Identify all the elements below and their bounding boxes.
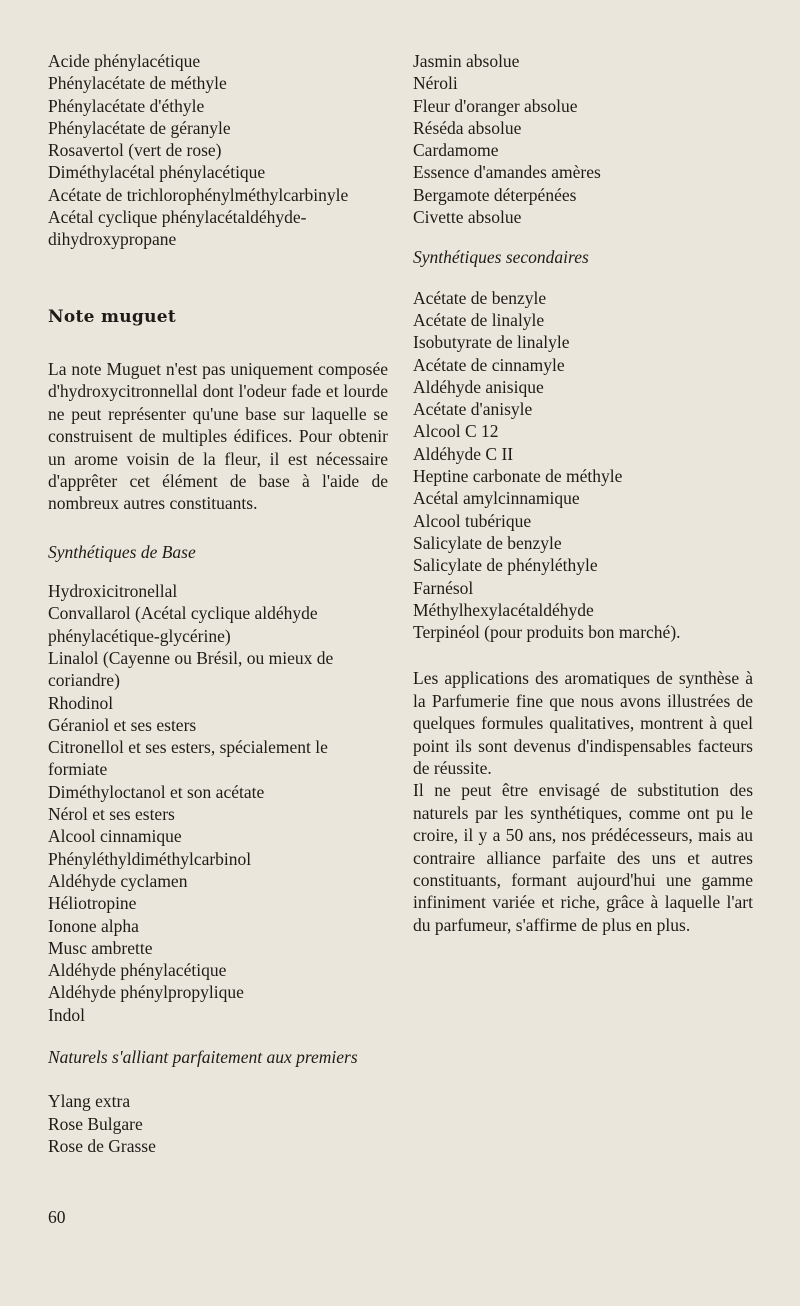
list-item: Nérol et ses esters: [48, 804, 175, 825]
list-item: Indol: [48, 1004, 85, 1025]
list-item: Phényléthyldiméthylcarbinol: [48, 848, 252, 869]
list-item: Ionone alpha: [48, 915, 139, 936]
list-item: Diméthyloctanol et son acétate: [48, 781, 265, 802]
list-item: phénylacétique-glycérine): [48, 625, 231, 646]
naturels-list-left: [48, 1090, 388, 1157]
list-item: Phénylacétate d'éthyle: [48, 95, 205, 116]
list-item: formiate: [48, 759, 108, 780]
list-item: Acétate d'anisyle: [413, 399, 533, 420]
list-item: Diméthylacétal phénylacétique: [48, 162, 266, 183]
list-item: Rose Bulgare: [48, 1113, 143, 1134]
list-item: Essence d'amandes amères: [413, 162, 601, 183]
list-item: Acétate de cinnamyle: [413, 354, 565, 375]
note-muguet-paragraph: La note Muguet n'est pas uniquement composée d'hydroxycitronnellal dont l'odeur fade et lourde ne peut représenter qu'une base sur laquelle se construisent de multiples édifices. Pour obtenir un arome voisin de la fleur, il est nécessaire d'apprêter cet élément de base à l'aide de nombreux autres constituants.: [48, 358, 388, 514]
list-item: Fleur d'oranger absolue: [413, 95, 578, 116]
list-item: Jasmin absolue: [413, 51, 520, 71]
list-item: Hydroxicitronellal: [48, 581, 178, 602]
list-item: Alcool cinnamique: [48, 826, 182, 847]
list-item: coriandre): [48, 670, 120, 691]
list-item: Ylang extra: [48, 1091, 131, 1112]
substitution-paragraph: Il ne peut être envisagé de substitution des naturels par les synthétiques, comme ont pu le croire, il y a 50 ans, nos prédécesseurs, mais au contraire alliance parfaite des uns et autres constituants, formant aujourd'hui une gamme infiniment variée et riche, grâce à laquelle l'art du parfumeur, s'affirme de plus en plus.: [413, 780, 753, 935]
list-item: Convallarol (Acétal cyclique aldéhyde: [48, 603, 318, 624]
right-column: [413, 50, 753, 936]
list-item: Alcool tubérique: [413, 510, 532, 531]
list-item: Cardamome: [413, 140, 499, 161]
list-item: Héliotropine: [48, 893, 137, 914]
left-column: [48, 50, 388, 1157]
list-item: Salicylate de benzyle: [413, 532, 562, 553]
list-item: Aldéhyde phénylpropylique: [48, 982, 244, 1003]
naturels-list-right: [413, 50, 753, 228]
list-item: Salicylate de phényléthyle: [413, 555, 598, 576]
list-item: Aldéhyde anisique: [413, 376, 544, 397]
page-number: 60: [48, 1207, 66, 1227]
list-item: Aldéhyde C II: [413, 443, 514, 464]
list-item: Rosavertol (vert de rose): [48, 140, 222, 161]
list-item: Acétate de linalyle: [413, 309, 545, 330]
list-item: Linalol (Cayenne ou Brésil, ou mieux de: [48, 648, 334, 668]
list-item: Farnésol: [413, 577, 474, 598]
list-item: Bergamote déterpénées: [413, 184, 577, 205]
synthetiques-secondaires-list: [413, 287, 753, 644]
list-item: dihydroxypropane: [48, 229, 177, 250]
list-item: Citronellol et ses esters, spécialement le: [48, 737, 328, 758]
list-item: Aldéhyde phénylacétique: [48, 960, 227, 981]
applications-paragraph: Les applications des aromatiques de synthèse à la Parfumerie fine que nous avons illustrées de quelques formules qualitatives, montrent à quel point ils sont devenus d'indispensables facteurs de réussite.: [413, 668, 753, 779]
list-item: Acétate de benzyle: [413, 287, 547, 308]
subheading-synthetiques-de-base: Synthétiques de Base: [48, 541, 196, 562]
list-item: Acétal cyclique phénylacétaldéhyde-: [48, 207, 307, 228]
list-item: Acide phénylacétique: [48, 51, 201, 71]
list-item: Géraniol et ses esters: [48, 714, 197, 735]
list-item: Isobutyrate de linalyle: [413, 332, 570, 353]
list-item: Néroli: [413, 73, 458, 94]
phenylacetic-list: [48, 50, 388, 251]
list-item: Méthylhexylacétaldéhyde: [413, 599, 594, 620]
list-item: Musc ambrette: [48, 937, 153, 958]
list-item: Terpinéol (pour produits bon marché).: [413, 622, 681, 643]
subheading-naturels: Naturels s'alliant parfaitement aux premiers: [48, 1047, 358, 1068]
list-item: Phénylacétate de méthyle: [48, 73, 227, 94]
list-item: Heptine carbonate de méthyle: [413, 466, 623, 487]
list-item: Réséda absolue: [413, 117, 522, 138]
list-item: Acétate de trichlorophénylméthylcarbinyle: [48, 184, 349, 205]
list-item: Rose de Grasse: [48, 1136, 156, 1157]
section-heading-note-muguet: Note muguet: [48, 306, 177, 327]
synthetiques-base-list: [48, 580, 388, 1026]
list-item: Alcool C 12: [413, 421, 499, 442]
list-item: Acétal amylcinnamique: [413, 488, 580, 509]
subheading-synthetiques-secondaires: Synthétiques secondaires: [413, 247, 589, 268]
list-item: Phénylacétate de géranyle: [48, 117, 231, 138]
list-item: Civette absolue: [413, 207, 522, 228]
list-item: Rhodinol: [48, 692, 114, 713]
list-item: Aldéhyde cyclamen: [48, 870, 188, 891]
